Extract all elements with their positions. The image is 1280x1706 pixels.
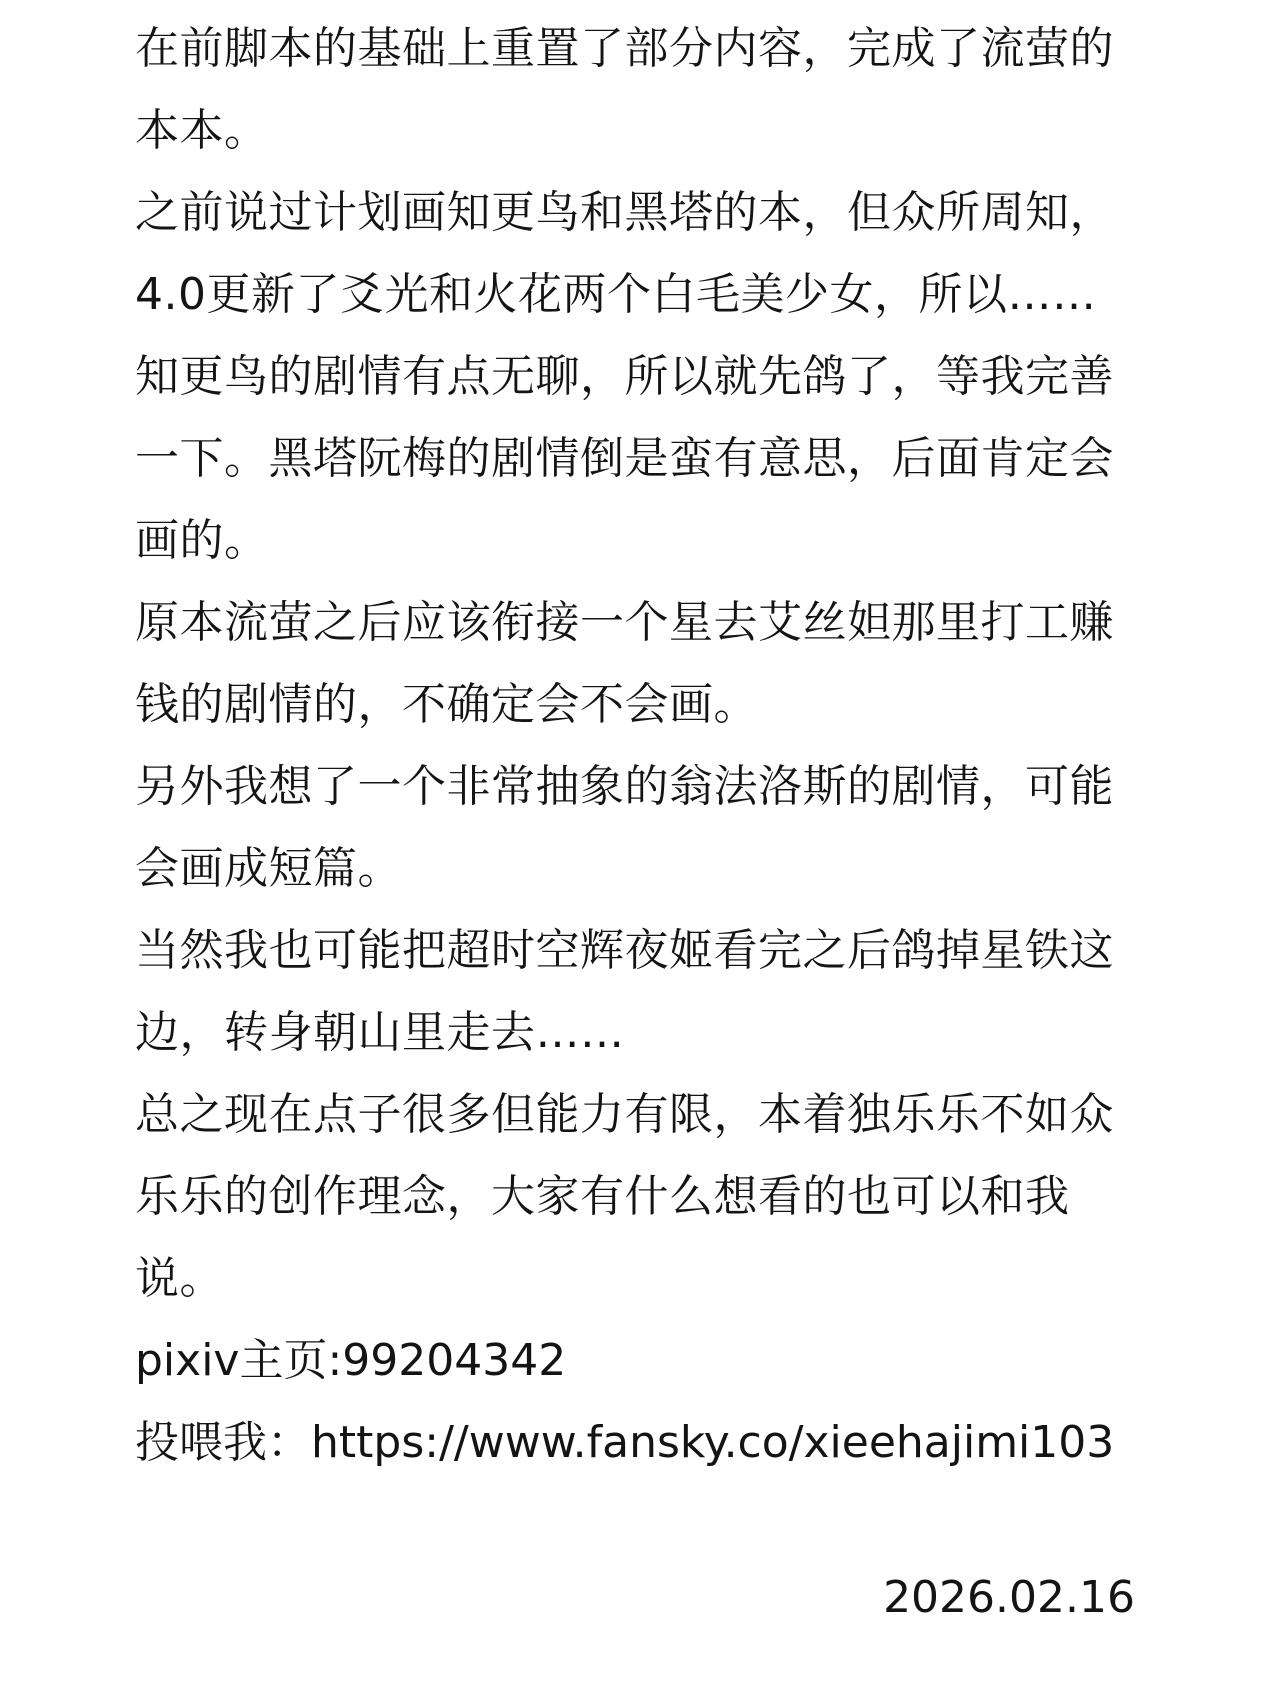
paragraph-kaguya: 当然我也可能把超时空辉夜姬看完之后鸽掉星铁这边，转身朝山里走去…… (135, 925, 1114, 1058)
post-date: 2026.02.16 (883, 1572, 1135, 1623)
paragraph-firefly-followup: 原本流萤之后应该衔接一个星去艾丝妲那里打工赚钱的剧情的，不确定会不会画。 (135, 597, 1114, 730)
paragraph-robin-herta: 知更鸟的剧情有点无聊，所以就先鸽了，等我完善一下。黑塔阮梅的剧情倒是蛮有意思，后面肯定会画的。 (135, 351, 1114, 566)
pixiv-id-line: pixiv主页:99204342 (135, 1335, 567, 1386)
paragraph-ideas: 总之现在点子很多但能力有限，本着独乐乐不如众乐乐的创作理念，大家有什么想看的也可以和我说。 (135, 1089, 1114, 1304)
paragraph-plans: 之前说过计划画知更鸟和黑塔的本，但众所周知，4.0更新了爻光和火花两个白毛美少女，所以…… (135, 187, 1114, 320)
paragraph-amphoreus: 另外我想了一个非常抽象的翁法洛斯的剧情，可能会画成短篇。 (135, 761, 1114, 894)
note-body (135, 8, 1135, 1484)
tip-link-line[interactable]: 投喂我：https://www.fansky.co/xieehajimi103 (135, 1417, 1115, 1468)
paragraph-reset-content: 在前脚本的基础上重置了部分内容，完成了流萤的本本。 (135, 23, 1114, 156)
